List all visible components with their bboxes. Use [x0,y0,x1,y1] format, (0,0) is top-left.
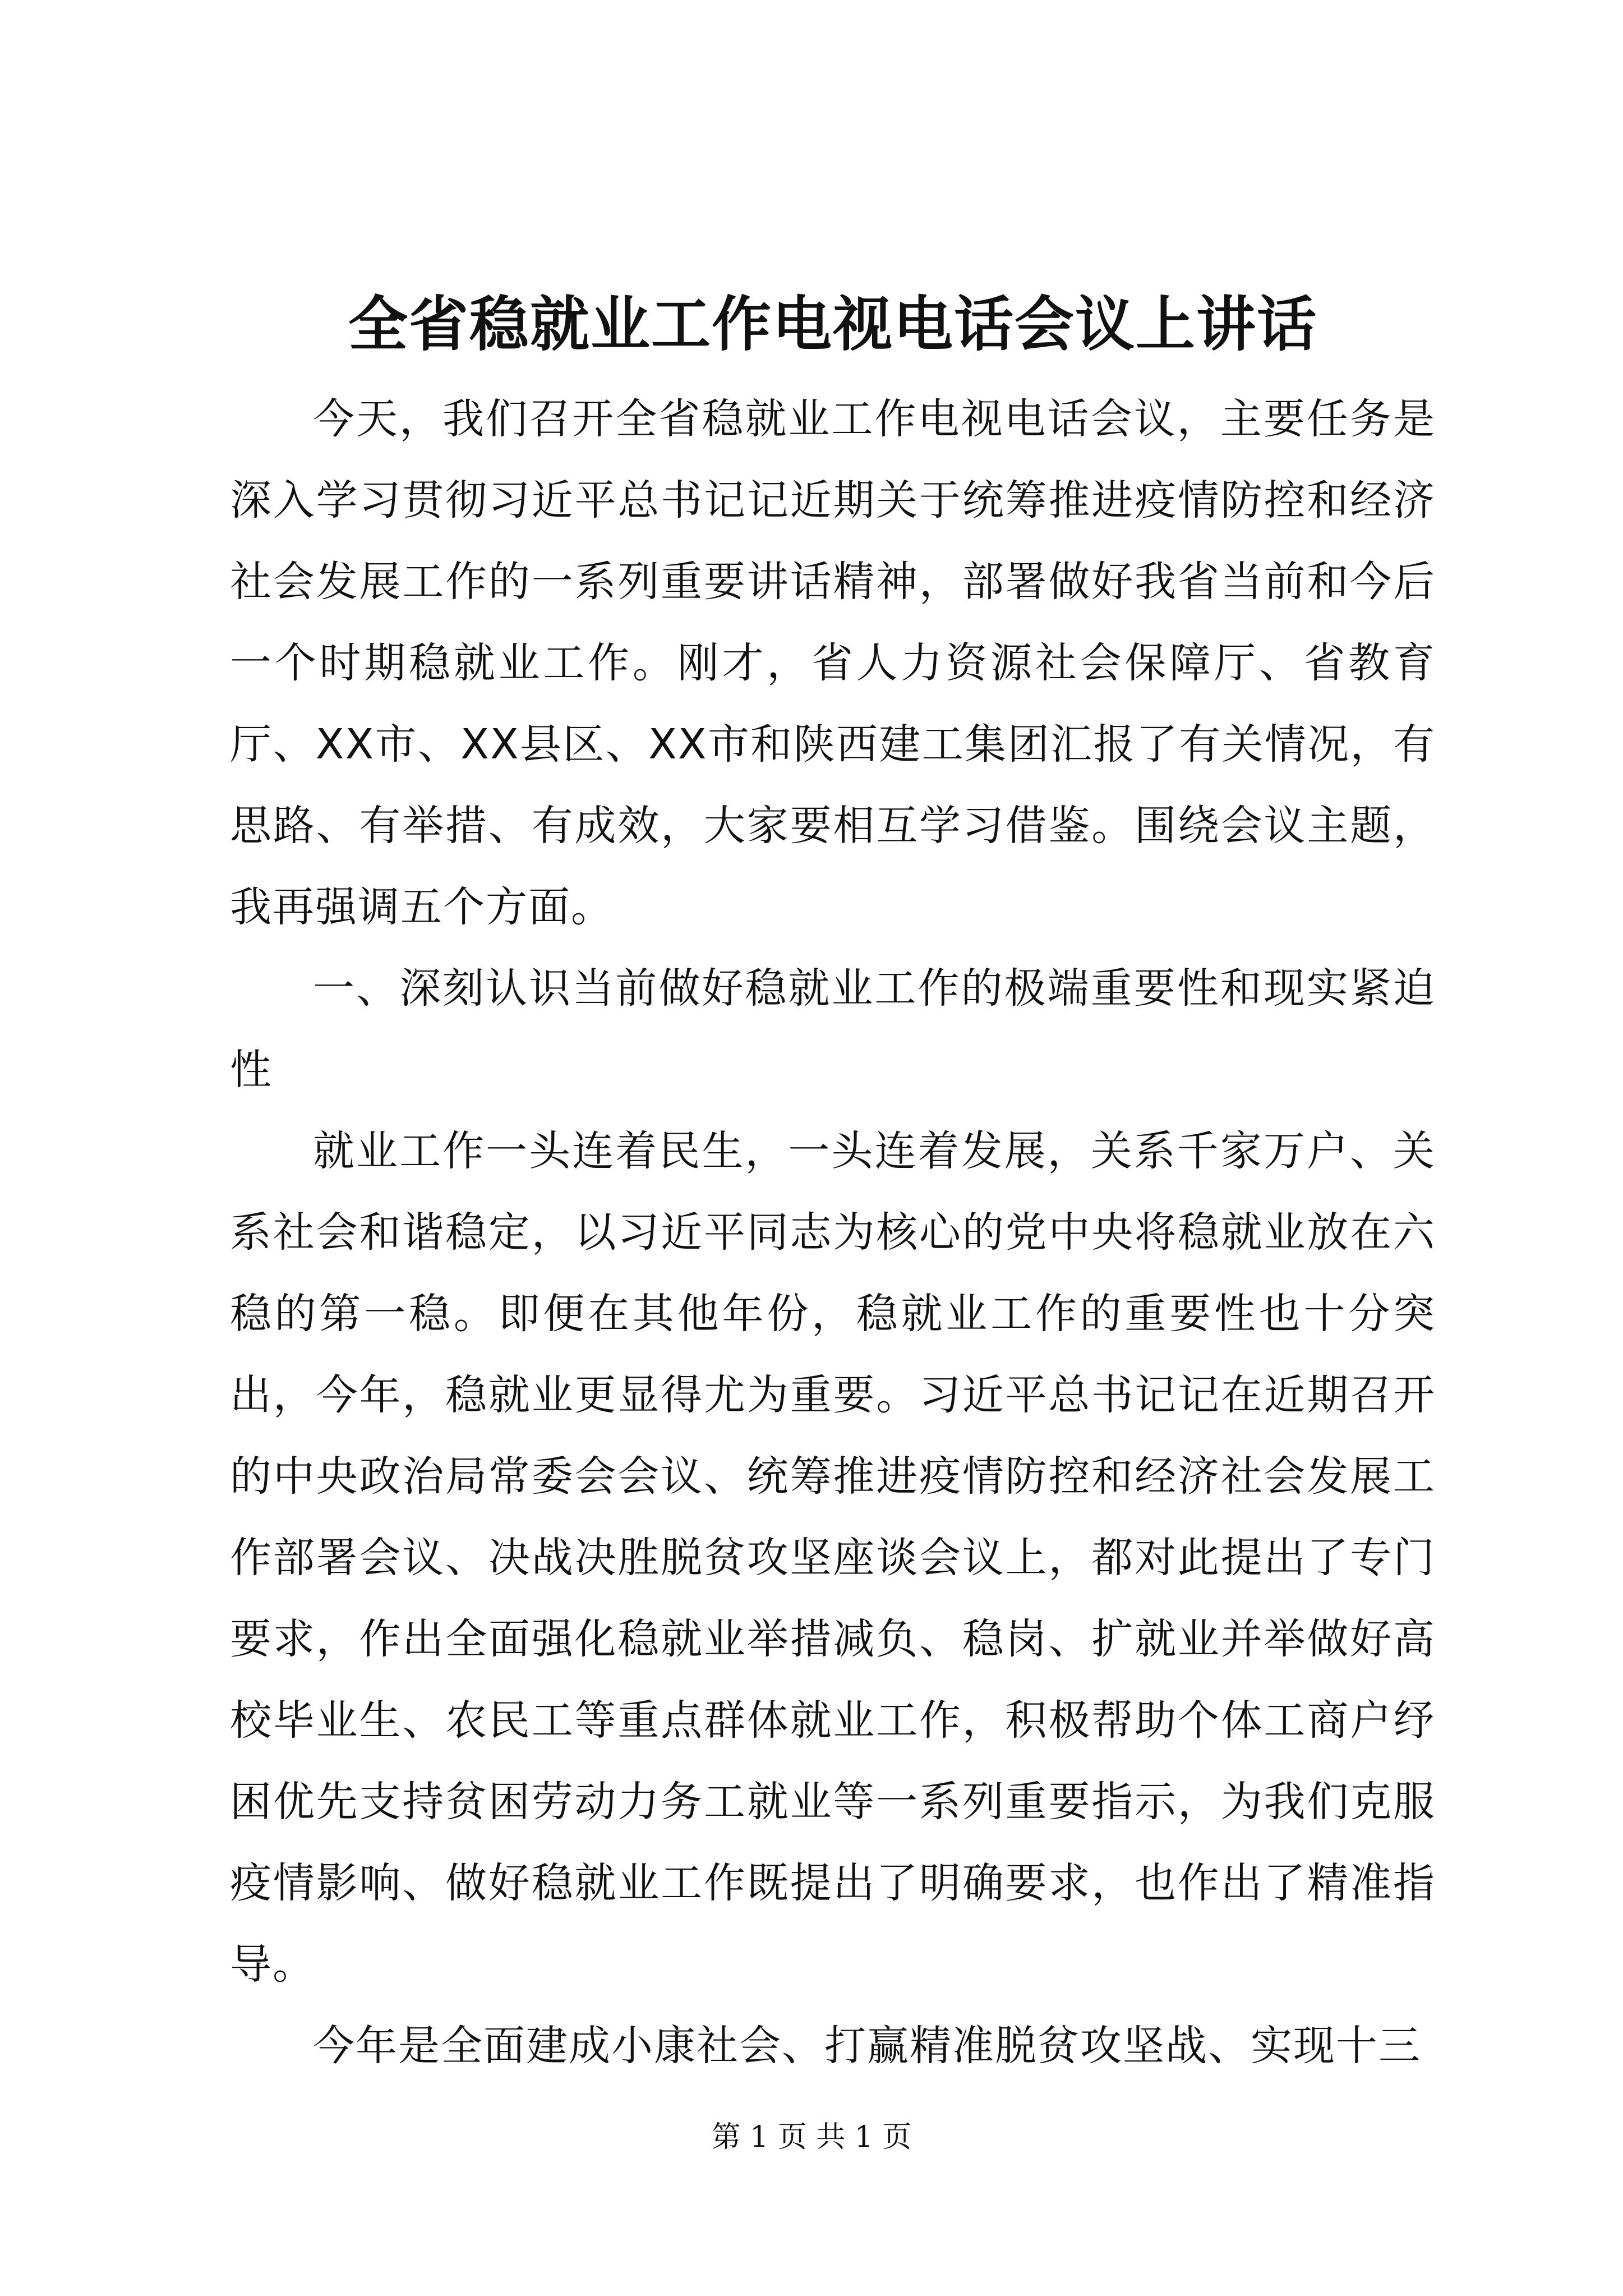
page-footer: 第 1 页 共 1 页 [711,2120,912,2154]
paragraph-employment: 就业工作一头连着民生，一头连着发展，关系千家万户、关系社会和谐稳定，以习近平同志为核心的党中央将稳就业放在六稳的第一稳。即便在其他年份，稳就业工作的重要性也十分突出，今年，稳就业更显得尤为重要。习近平总书记记在近期召开的中央政治局常委会会议、统筹推进疫情防控和经济社会发展工作部署会议、决战决胜脱贫攻坚座谈会议上，都对此提出了专门要求，作出全面强化稳就业举措减负、稳岗、扩就业并举做好高校毕业生、农民工等重点群体就业工作，积极帮助个体工商户纾困优先支持贫困劳动力务工就业等一系列重要指示，为我们克服疫情影响、做好稳就业工作既提出了明确要求，也作出了精准指导。 [230,1127,1436,1989]
section-heading-1: 一、深刻认识当前做好稳就业工作的极端重要性和现实紧迫性 [230,964,1436,1094]
paragraph-this-year: 今年是全面建成小康社会、打赢精准脱贫攻坚战、实现十三 [313,2022,1421,2070]
document-body [230,283,1436,2087]
paragraph-intro: 今天，我们召开全省稳就业工作电视电话会议，主要任务是深入学习贯彻习近平总书记记近期关于统筹推进疫情防控和经济社会发展工作的一系列重要讲话精神，部署做好我省当前和今后一个时期稳就业工作。刚才，省人力资源社会保障厅、省教育厅、XX市、XX县区、XX市和陕西建工集团汇报了有关情况，有思路、有举措、有成效，大家要相互学习借鉴。围绕会议主题，我再强调五个方面。 [230,395,1436,931]
document-title: 全省稳就业工作电视电话会议上讲话 [348,289,1317,359]
